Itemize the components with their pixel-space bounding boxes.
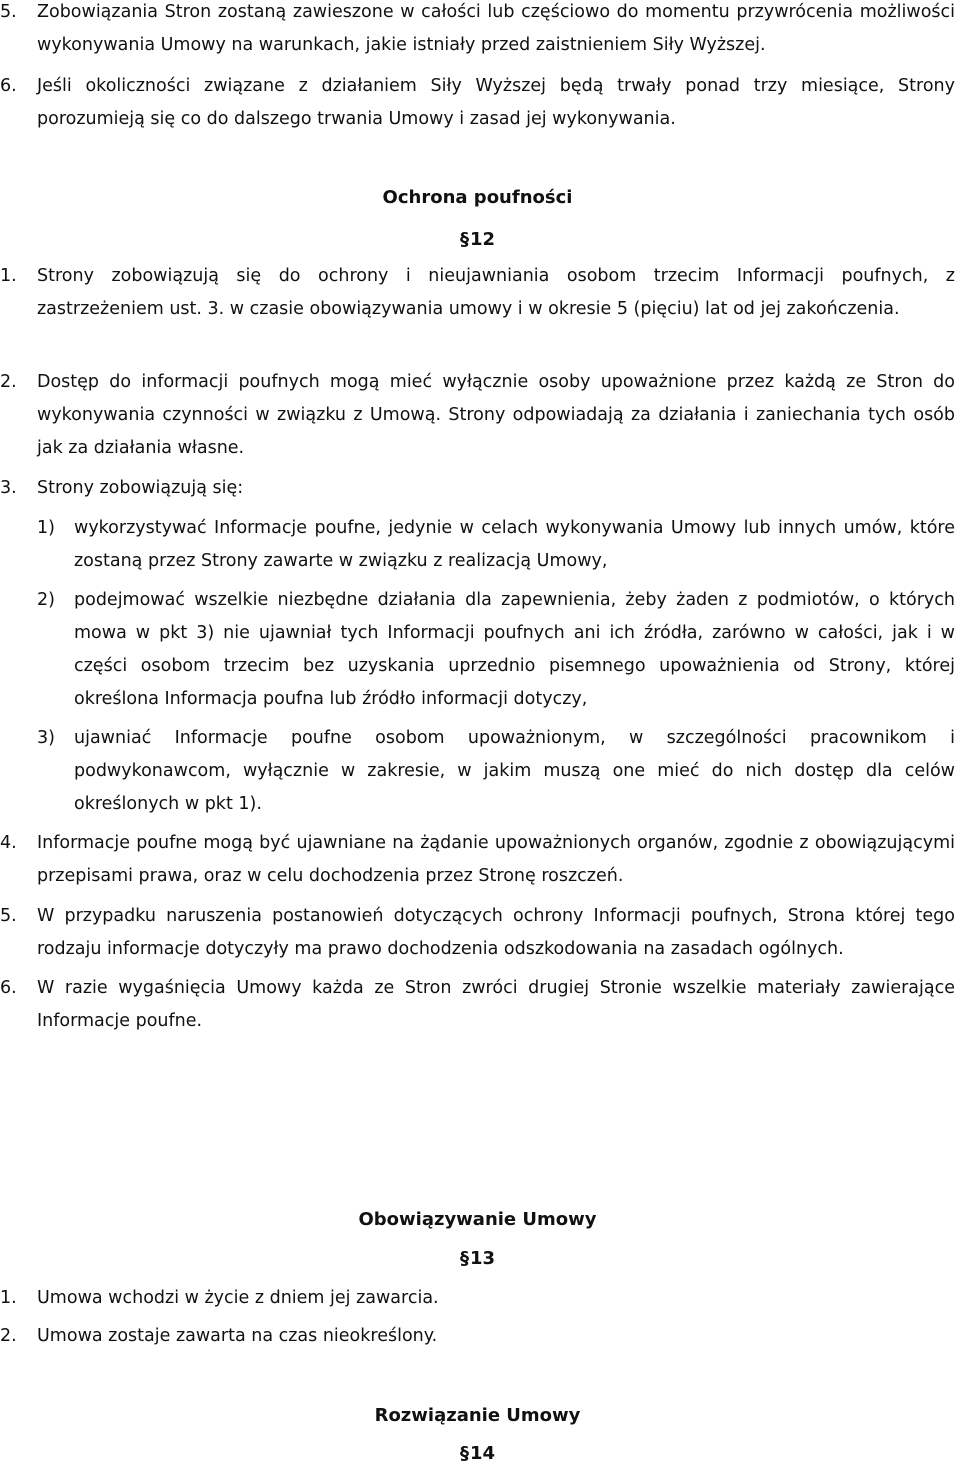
paragraph-number: 13 [469,1248,496,1269]
section-12-heading: Ochrona poufności [382,187,573,208]
subitem-number: 3) [37,728,55,748]
section-13-item-2 [0,1320,955,1353]
item-number: 3. [0,478,17,498]
item-text: Strony zobowiązują się do ochrony i nieujawniania osobom trzecim Informacji poufnych, z zastrzeżeniem ust. 3. w czasie obowiązywania umowy i w okresie 5 (pięciu) lat od jej zakończenia. [37,266,955,319]
section-13-paragraph-mark [0,1242,955,1275]
intro-item-5 [0,0,955,62]
item-text: Strony zobowiązują się: [37,478,244,498]
item-text: Umowa wchodzi w życie z dniem jej zawarcia. [37,1288,439,1308]
item-number: 2. [0,372,17,392]
item-text: Zobowiązania Stron zostaną zawieszone w całości lub częściowo do momentu przywrócenia możliwości wykonywania Umowy na warunkach, jakie istniały przed zaistnieniem Siły Wyższej. [37,2,955,55]
section-12-subitem-1 [37,512,955,578]
section-12-subitem-2 [37,584,955,716]
section-12-item-1 [0,260,955,326]
subitem-number: 1) [37,518,55,538]
item-number: 5. [0,2,17,22]
item-number: 1. [0,266,17,286]
section-12-item-2 [0,366,955,465]
section-12-item-5 [0,900,955,966]
item-number: 5. [0,906,17,926]
item-number: 2. [0,1326,17,1346]
subitem-number: 2) [37,590,55,610]
item-number: 1. [0,1288,17,1308]
subitem-text: podejmować wszelkie niezbędne działania dla zapewnienia, żeby żaden z podmiotów, o których mowa w pkt 3) nie ujawniał tych Informacji poufnych ani ich źródła, zarówno w całości, jak i w części osobom trzecim bez uzyskania uprzednio pisemnego upoważnienia od Strony, której określona Informacja poufna lub źródło informacji dotyczy, [74,590,955,709]
item-text: W przypadku naruszenia postanowień dotyczących ochrony Informacji poufnych, Strona której tego rodzaju informacje dotyczyły ma prawo dochodzenia odszkodowania na zasadach ogólnych. [37,906,955,959]
section-14-heading: Rozwiązanie Umowy [374,1405,581,1426]
item-number: 6. [0,978,17,998]
subitem-text: wykorzystywać Informacje poufne, jedynie w celach wykonywania Umowy lub innych umów, które zostaną przez Strony zawarte w związku z realizacją Umowy, [74,518,955,571]
item-number: 4. [0,833,17,853]
paragraph-symbol: § [459,1248,470,1269]
paragraph-number: 14 [469,1443,496,1464]
section-13-item-1 [0,1282,955,1315]
section-12-subitem-3 [37,722,955,821]
item-text: Dostęp do informacji poufnych mogą mieć wyłącznie osoby upoważnione przez każdą ze Stron do wykonywania czynności w związku z Umową. Strony odpowiadają za działania i zaniechania tych osób jak za działania własne. [37,372,955,458]
item-text: Informacje poufne mogą być ujawniane na żądanie upoważnionych organów, zgodnie z obowiązującymi przepisami prawa, oraz w celu dochodzenia przez Stronę roszczeń. [37,833,955,886]
item-text: Jeśli okoliczności związane z działaniem Siły Wyższej będą trwały ponad trzy miesiące, Strony porozumieją się co do dalszego trwania Umowy i zasad jej wykonywania. [37,76,955,129]
section-12-paragraph-mark [0,223,955,256]
section-12-item-4 [0,827,955,893]
section-13-heading: Obowiązywanie Umowy [358,1209,597,1230]
intro-item-6 [0,70,955,136]
subitem-text: ujawniać Informacje poufne osobom upoważnionym, w szczególności pracownikom i podwykonawcom, wyłącznie w zakresie, w jakim muszą one mieć do nich dostęp dla celów określonych w pkt 1). [74,728,955,814]
paragraph-symbol: § [459,1443,470,1464]
paragraph-symbol: § [459,229,470,250]
item-number: 6. [0,76,17,96]
item-text: Umowa zostaje zawarta na czas nieokreślony. [37,1326,438,1346]
paragraph-number: 12 [469,229,496,250]
item-text: W razie wygaśnięcia Umowy każda ze Stron zwróci drugiej Stronie wszelkie materiały zawierające Informacje poufne. [37,978,955,1031]
section-12-item-6 [0,972,955,1038]
section-12-item-3 [0,472,955,505]
section-14-paragraph-mark [0,1437,955,1470]
